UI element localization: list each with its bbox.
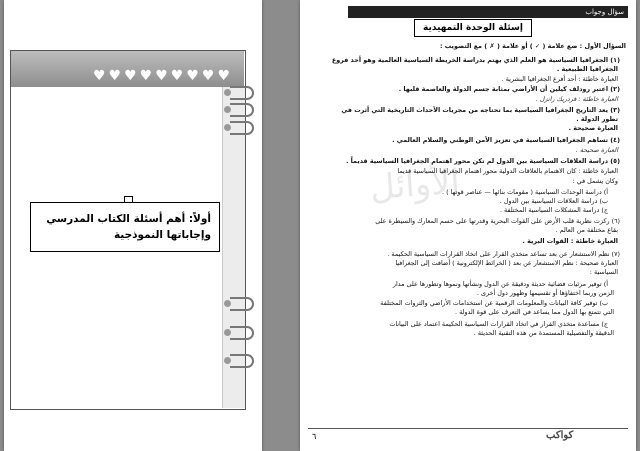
- heart-icon: ♥: [155, 68, 168, 84]
- content-line: العبارة خاطئة : القوات البرية .: [522, 237, 618, 245]
- content-line: العبارة صحيحة .: [575, 146, 618, 154]
- content-line: التي تتمتع بها الدول مما يساعد في التعرف على قوة الدولة .: [455, 308, 614, 316]
- content-line: العبارة خاطئة : فردريك راتزل .: [535, 95, 618, 103]
- content-line: العبارة خاطئة : أحد أفرع الجغرافيا البشرية .: [501, 75, 618, 83]
- heart-icon: ♥: [92, 68, 106, 84]
- unit-title: إسئلة الوحدة التمهيدية: [414, 19, 532, 37]
- content-line: (٥) دراسة العلاقات السياسية بين الدول لم تكن محور اهتمام الجغرافيا السياسية قديماً .: [345, 157, 620, 165]
- watermark-logo: الأوائل: [368, 161, 462, 209]
- content-line: ب) توفير كافة البيانات والمعلومات الرقمية عن استخدامات الأراضي والثروات المختلفة: [380, 299, 608, 307]
- left-page: [4, 0, 262, 451]
- content-line: الدقيقة والتفصيلية المستمدة من هذه التقنية الحديثة .: [473, 329, 614, 337]
- content-line: ج) مساعدة متخذي القرار في اتخاذ القرارات السياسية الحكيمة اعتماد على البيانات: [389, 320, 608, 328]
- content-line: السؤال الأول : ضع علامة ( ✓ ) أو علامة ( ✗ ) مع التصويب :: [440, 42, 626, 50]
- content-line: السياسية :: [589, 268, 618, 276]
- heart-icon: ♥: [139, 68, 153, 84]
- content-line: ج) دراسة المشكلات السياسية المختلفة .: [499, 206, 608, 214]
- binder-ring-icon: [216, 354, 256, 366]
- content-line: العبارة خاطئة : كان الاهتمام بالعلاقات الدولية محور اهتمام الجغرافيا السياسية قديما: [397, 167, 618, 175]
- content-line: (٤) تساهم الجغرافيا السياسية في تعزيز الأمن الوطني والسلام العالمي .: [392, 136, 620, 144]
- content-line: ب) دراسة العلاقات السياسية بين الدول .: [499, 197, 608, 205]
- section-title-line-1: أولاً: أهم أسئلة الكتاب المدرسي: [46, 213, 211, 225]
- content-line: (٣) يعد التاريخ الجغرافيا السياسية بما تحتاجه من مجريات الأحداث التاريخية التي أثرت في: [341, 106, 620, 114]
- content-line: (٦) ركزت نظرية قلب الأرض على القوات البحرية وقدرتها على حسم المعارك والسيطرة على: [375, 217, 620, 225]
- heart-icon: ♥: [201, 68, 215, 84]
- binder-ring-icon: [216, 297, 256, 309]
- content-line: بقاع مختلفة من العالم .: [555, 226, 618, 234]
- footer-divider: [308, 428, 628, 429]
- heart-icon: ♥: [124, 68, 137, 84]
- notebook-header-band: [11, 51, 244, 87]
- content-line: الجغرافيا الطبيعية .: [556, 65, 618, 73]
- content-line: وكان يشمل في :: [572, 177, 618, 185]
- binder-ring-icon: [216, 121, 256, 133]
- hearts-row: [93, 69, 230, 83]
- heart-icon: ♥: [170, 68, 184, 84]
- heart-icon: ♥: [186, 68, 199, 84]
- heart-icon: ♥: [217, 68, 230, 84]
- section-title-line-2: وإجاباتها النموذجية: [113, 229, 211, 241]
- content-line: العبارة صحيحة : نظم الاستشعار عن بعد ( الخرائط الإلكترونية ) أضافت إلى الجغرافيا: [395, 259, 618, 267]
- content-line: (١) الجغرافيا السياسية هو العلم الذي يهتم بدراسة الخريطة السياسية العالمية وهو أحد فروع: [331, 56, 620, 64]
- section-title-box[interactable]: [30, 202, 220, 252]
- content-line: أ) دراسة الوحدات السياسية ( مقومات بنائها — عناصر قوتها ) .: [442, 188, 608, 196]
- heart-icon: ♥: [108, 68, 122, 84]
- right-page: [300, 0, 636, 451]
- publisher-logo: كواكب: [546, 430, 574, 441]
- page-number: ٦: [312, 432, 317, 441]
- content-line: أ) توفير مرئيات فضائية حديثة ودقيقة عن الدول ونشأتها ونموها وتطورها على مدار: [392, 280, 608, 288]
- page-header-bar: [348, 6, 628, 18]
- page-header-text: سؤال وجواب: [585, 8, 624, 16]
- content-line: (٢) اعتبر رودلف كيلين أن الأراضي بمثابة جسم الدولة والعاصمة قلبها .: [398, 85, 620, 93]
- content-line: العبارة صحيحة .: [568, 124, 618, 132]
- content-line: تطور الدولة .: [576, 115, 618, 123]
- binder-ring-icon: [216, 326, 256, 338]
- content-line: (٧) نظم الاستشعار عن بعد تساعد متخذي القرار على اتخاذ القرارات السياسية الحكيمة .: [387, 250, 620, 258]
- binder-ring-icon: [216, 103, 256, 115]
- binder-ring-icon: [216, 86, 256, 98]
- content-line: الزمن وربما اختفاؤها أو تقسيمها وظهور دول أخرى .: [476, 289, 614, 297]
